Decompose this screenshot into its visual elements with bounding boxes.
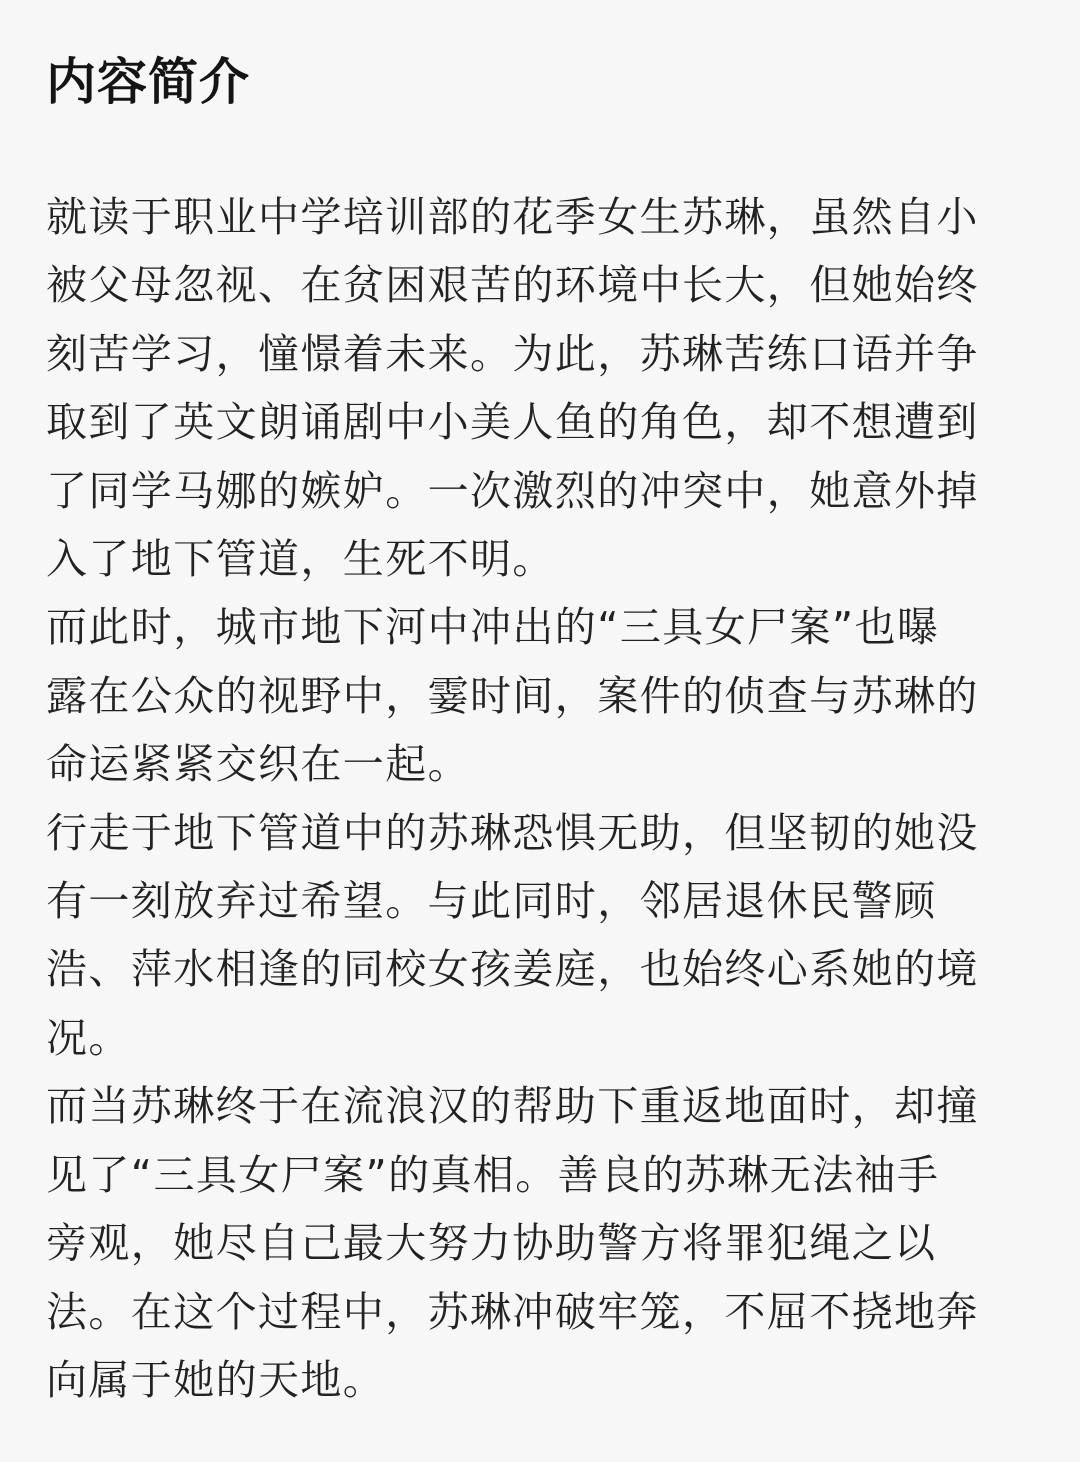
page-title: 内容简介 — [46, 53, 250, 111]
paragraph: 行走于地下管道中的苏琳恐惧无助，但坚韧的她没 有一刻放弃过希望。与此同时，邻居退休民警顾 浩、萍水相逢的同校女孩姜庭，也始终心系她的境 况。 — [46, 808, 979, 1062]
paragraph: 而当苏琳终于在流浪汉的帮助下重返地面时，却撞 见了“三具女尸案”的真相。善良的苏琳无法袖手 旁观，她尽自己最大努力协助警方将罪犯绳之以 法。在这个过程中，苏琳冲破牢笼，不屈不挠地奔 向属于她的天地。 — [46, 1082, 979, 1404]
paragraph: 而此时，城市地下河中冲出的“三具女尸案”也曝 露在公众的视野中，霎时间，案件的侦查与苏琳的 命运紧紧交织在一起。 — [46, 603, 979, 789]
article-body — [46, 183, 1034, 1414]
paragraph: 就读于职业中学培训部的花季女生苏琳，虽然自小 被父母忽视、在贫困艰苦的环境中长大，但她始终 刻苦学习，憧憬着未来。为此，苏琳苦练口语并争 取到了英文朗诵剧中小美人鱼的角色，却不想遭到 了同学马娜的嫉妒。一次激烈的冲突中，她意外掉 入了地下管道，生死不明。 — [46, 193, 979, 584]
